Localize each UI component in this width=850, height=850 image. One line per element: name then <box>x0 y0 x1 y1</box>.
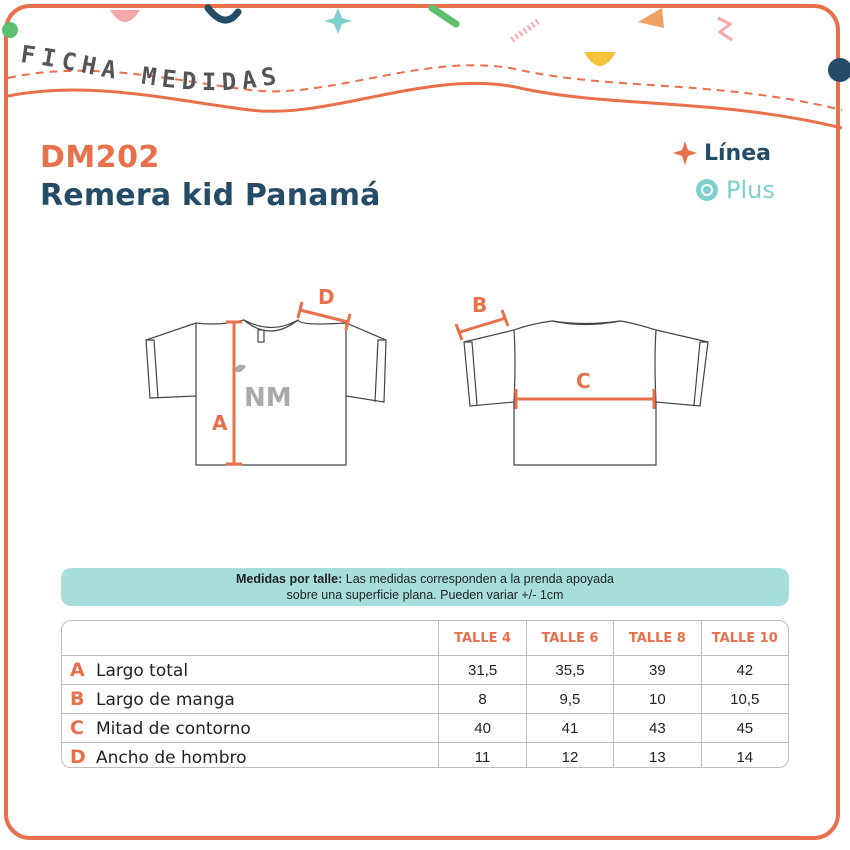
row-letter: B <box>70 688 85 710</box>
table-cell: 8 <box>439 685 526 714</box>
confetti-shape <box>638 8 664 28</box>
table-cell: 13 <box>614 743 701 769</box>
measure-b-label: B <box>472 293 488 317</box>
confetti-shape <box>2 22 18 38</box>
table-cell: 11 <box>439 743 526 769</box>
table-cell: 12 <box>526 743 613 769</box>
table-cell: 31,5 <box>439 656 526 685</box>
table-row <box>62 743 788 769</box>
sparkle-icon <box>324 8 352 34</box>
measure-d-label: D <box>318 285 335 309</box>
size-header: TALLE 8 <box>614 621 701 656</box>
size-table <box>61 620 789 768</box>
table-row <box>62 714 788 743</box>
measure-b-line <box>460 318 506 332</box>
table-cell: 45 <box>701 714 788 743</box>
brand-plus-text: Plus <box>726 176 775 204</box>
table-cell: 10,5 <box>701 685 788 714</box>
banner-text: FICHA MEDIDAS <box>19 40 285 97</box>
table-cell: 10 <box>614 685 701 714</box>
header-banner <box>0 0 850 130</box>
table-cell: 9,5 <box>526 685 613 714</box>
row-letter: D <box>70 746 86 768</box>
row-label: Largo de manga <box>96 690 235 710</box>
product-name: Remera kid Panamá <box>40 178 381 213</box>
brand-plus <box>694 176 775 204</box>
confetti-shape <box>110 10 140 22</box>
row-label: Largo total <box>96 661 189 681</box>
confetti-shape <box>828 58 850 82</box>
note-text-2: sobre una superficie plana. Pueden variar +/- 1cm <box>286 588 564 602</box>
size-header: TALLE 6 <box>526 621 613 656</box>
table-row <box>62 685 788 714</box>
table-cell: 39 <box>614 656 701 685</box>
brand-line-text: Línea <box>704 140 771 166</box>
table-row <box>62 656 788 685</box>
confetti-shape <box>512 20 540 40</box>
confetti-shape <box>718 18 732 40</box>
size-header: TALLE 4 <box>439 621 526 656</box>
table-cell: 35,5 <box>526 656 613 685</box>
row-label: Mitad de contorno <box>96 719 251 739</box>
garment-diagram <box>0 280 850 480</box>
confetti-shape <box>208 8 238 20</box>
note-text-1: Las medidas corresponden a la prenda apoyada <box>342 572 614 586</box>
row-letter: A <box>70 659 85 681</box>
table-header-row <box>62 621 788 656</box>
table-cell: 43 <box>614 714 701 743</box>
svg-text:NM: NM <box>244 383 292 413</box>
size-header: TALLE 10 <box>701 621 788 656</box>
row-label: Ancho de hombro <box>96 748 247 768</box>
measure-c-label: C <box>576 369 591 393</box>
confetti-shape <box>432 8 456 24</box>
confetti-shape <box>584 52 616 66</box>
measure-a-label: A <box>212 411 228 435</box>
table-cell: 42 <box>701 656 788 685</box>
table-cell: 40 <box>439 714 526 743</box>
star-icon <box>672 140 698 166</box>
table-cell: 14 <box>701 743 788 769</box>
product-code: DM202 <box>40 140 160 175</box>
brand-line <box>672 140 771 166</box>
row-letter: C <box>70 717 84 739</box>
table-cell: 41 <box>526 714 613 743</box>
back-view <box>464 321 708 465</box>
note-bold: Medidas por talle: <box>236 572 343 586</box>
plus-circle-icon <box>694 177 720 203</box>
measure-d-line <box>300 310 348 322</box>
measurement-note <box>61 568 789 606</box>
